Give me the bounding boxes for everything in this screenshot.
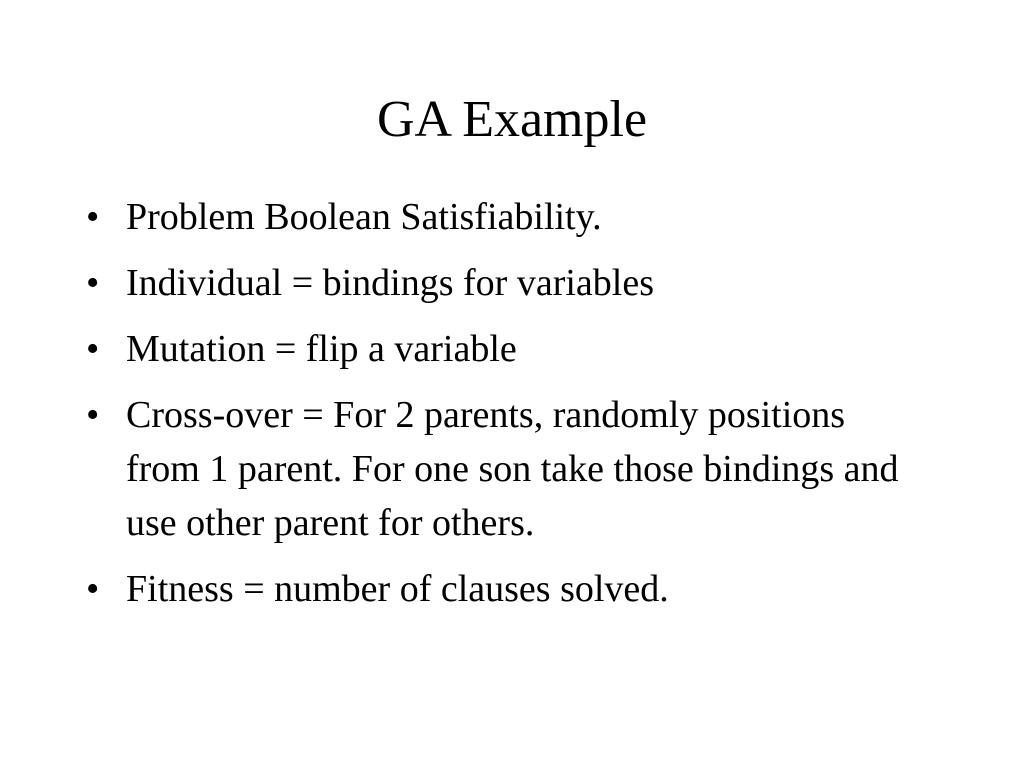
bullet-text: Individual = bindings for variables <box>126 262 654 304</box>
slide-title: GA Example <box>376 91 648 148</box>
bullet-list <box>82 190 902 628</box>
bullet-text: Cross-over = For 2 parents, randomly positions from 1 parent. For one son take those bindings and use other parent for others. <box>126 394 899 544</box>
bullet-item-problem <box>82 190 902 244</box>
bullet-dot-icon: • <box>86 328 100 370</box>
bullet-item-individual <box>82 256 902 310</box>
bullet-text: Mutation = flip a variable <box>126 328 517 370</box>
bullet-item-crossover <box>82 388 902 550</box>
bullet-dot-icon: • <box>86 568 100 610</box>
bullet-dot-icon: • <box>86 262 100 304</box>
bullet-dot-icon: • <box>86 196 100 238</box>
bullet-item-mutation <box>82 322 902 376</box>
bullet-text: Fitness = number of clauses solved. <box>126 568 669 610</box>
bullet-dot-icon: • <box>86 394 100 436</box>
bullet-text: Problem Boolean Satisfiability. <box>126 196 602 238</box>
bullet-item-fitness <box>82 562 902 616</box>
